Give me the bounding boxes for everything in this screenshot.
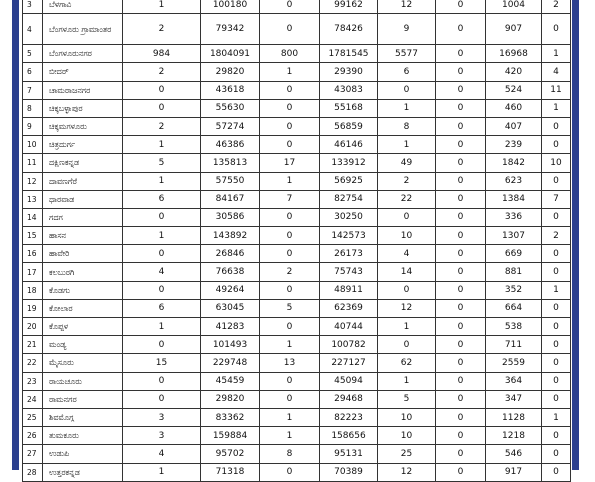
value-cell-c1: 0 bbox=[123, 99, 201, 117]
value-cell-c8: 0 bbox=[542, 245, 571, 263]
value-cell-c6: 0 bbox=[436, 354, 486, 372]
value-cell-c2: 57274 bbox=[201, 117, 260, 135]
serial-number-cell: 18 bbox=[23, 281, 43, 299]
value-cell-c4: 227127 bbox=[320, 354, 378, 372]
value-cell-c6: 0 bbox=[436, 154, 486, 172]
value-cell-c6: 0 bbox=[436, 281, 486, 299]
value-cell-c3: 0 bbox=[260, 117, 320, 135]
value-cell-c5: 9 bbox=[378, 14, 436, 45]
value-cell-c8: 0 bbox=[542, 463, 571, 481]
value-cell-c6: 0 bbox=[436, 0, 486, 14]
value-cell-c8: 1 bbox=[542, 408, 571, 426]
value-cell-c2: 84167 bbox=[201, 190, 260, 208]
value-cell-c3: 5 bbox=[260, 299, 320, 317]
value-cell-c1: 1 bbox=[123, 318, 201, 336]
value-cell-c2: 95702 bbox=[201, 445, 260, 463]
value-cell-c4: 158656 bbox=[320, 427, 378, 445]
value-cell-c3: 0 bbox=[260, 463, 320, 481]
value-cell-c2: 43618 bbox=[201, 81, 260, 99]
value-cell-c6: 0 bbox=[436, 63, 486, 81]
value-cell-c7: 420 bbox=[486, 63, 542, 81]
value-cell-c3: 0 bbox=[260, 318, 320, 336]
table-row bbox=[23, 154, 571, 172]
value-cell-c5: 10 bbox=[378, 227, 436, 245]
value-cell-c8: 0 bbox=[542, 263, 571, 281]
value-cell-c5: 0 bbox=[378, 336, 436, 354]
district-name-cell: ಶಿವಮೊಗ್ಗ bbox=[43, 408, 123, 426]
value-cell-c2: 57550 bbox=[201, 172, 260, 190]
value-cell-c4: 56925 bbox=[320, 172, 378, 190]
value-cell-c6: 0 bbox=[436, 427, 486, 445]
value-cell-c4: 48911 bbox=[320, 281, 378, 299]
district-name-cell: ಕಲಬುರಗಿ bbox=[43, 263, 123, 281]
value-cell-c7: 336 bbox=[486, 208, 542, 226]
value-cell-c5: 10 bbox=[378, 408, 436, 426]
serial-number-cell: 26 bbox=[23, 427, 43, 445]
value-cell-c7: 623 bbox=[486, 172, 542, 190]
district-name-cell: ಧಾರವಾಡ bbox=[43, 190, 123, 208]
table-row bbox=[23, 81, 571, 99]
value-cell-c1: 2 bbox=[123, 63, 201, 81]
serial-number-cell: 19 bbox=[23, 299, 43, 317]
district-name-cell: ಬೆಂಗಳೂರುನಗರ bbox=[43, 45, 123, 63]
value-cell-c4: 30250 bbox=[320, 208, 378, 226]
value-cell-c7: 664 bbox=[486, 299, 542, 317]
table-row bbox=[23, 463, 571, 481]
value-cell-c3: 0 bbox=[260, 372, 320, 390]
value-cell-c7: 907 bbox=[486, 14, 542, 45]
value-cell-c7: 1128 bbox=[486, 408, 542, 426]
value-cell-c2: 45459 bbox=[201, 372, 260, 390]
value-cell-c2: 100180 bbox=[201, 0, 260, 14]
value-cell-c4: 95131 bbox=[320, 445, 378, 463]
value-cell-c7: 1842 bbox=[486, 154, 542, 172]
table-row bbox=[23, 172, 571, 190]
district-name-cell: ಬೀದರ್ bbox=[43, 63, 123, 81]
value-cell-c7: 524 bbox=[486, 81, 542, 99]
district-name-cell: ಮೈಸೂರು bbox=[43, 354, 123, 372]
value-cell-c8: 0 bbox=[542, 354, 571, 372]
value-cell-c5: 10 bbox=[378, 427, 436, 445]
value-cell-c5: 22 bbox=[378, 190, 436, 208]
table-row bbox=[23, 427, 571, 445]
value-cell-c6: 0 bbox=[436, 299, 486, 317]
value-cell-c4: 26173 bbox=[320, 245, 378, 263]
table-body bbox=[23, 0, 571, 481]
value-cell-c2: 135813 bbox=[201, 154, 260, 172]
value-cell-c3: 8 bbox=[260, 445, 320, 463]
value-cell-c7: 881 bbox=[486, 263, 542, 281]
table-row bbox=[23, 245, 571, 263]
page-border-left bbox=[12, 0, 19, 470]
value-cell-c8: 4 bbox=[542, 63, 571, 81]
value-cell-c4: 29390 bbox=[320, 63, 378, 81]
serial-number-cell: 15 bbox=[23, 227, 43, 245]
value-cell-c4: 82754 bbox=[320, 190, 378, 208]
serial-number-cell: 4 bbox=[23, 14, 43, 45]
value-cell-c3: 7 bbox=[260, 190, 320, 208]
serial-number-cell: 6 bbox=[23, 63, 43, 81]
value-cell-c1: 3 bbox=[123, 408, 201, 426]
value-cell-c2: 29820 bbox=[201, 390, 260, 408]
table-row bbox=[23, 372, 571, 390]
value-cell-c8: 0 bbox=[542, 390, 571, 408]
value-cell-c8: 0 bbox=[542, 299, 571, 317]
value-cell-c3: 800 bbox=[260, 45, 320, 63]
value-cell-c6: 0 bbox=[436, 81, 486, 99]
serial-number-cell: 27 bbox=[23, 445, 43, 463]
serial-number-cell: 13 bbox=[23, 190, 43, 208]
table-row bbox=[23, 318, 571, 336]
serial-number-cell: 17 bbox=[23, 263, 43, 281]
value-cell-c6: 0 bbox=[436, 372, 486, 390]
value-cell-c1: 984 bbox=[123, 45, 201, 63]
serial-number-cell: 12 bbox=[23, 172, 43, 190]
value-cell-c5: 2 bbox=[378, 172, 436, 190]
value-cell-c2: 49264 bbox=[201, 281, 260, 299]
value-cell-c5: 8 bbox=[378, 117, 436, 135]
value-cell-c6: 0 bbox=[436, 336, 486, 354]
district-name-cell: ದಕ್ಷಿಣಕನ್ನಡ bbox=[43, 154, 123, 172]
serial-number-cell: 21 bbox=[23, 336, 43, 354]
value-cell-c2: 83362 bbox=[201, 408, 260, 426]
district-name-cell: ಹಾವೇರಿ bbox=[43, 245, 123, 263]
serial-number-cell: 5 bbox=[23, 45, 43, 63]
serial-number-cell: 10 bbox=[23, 136, 43, 154]
district-name-cell: ಗದಗ bbox=[43, 208, 123, 226]
value-cell-c1: 0 bbox=[123, 390, 201, 408]
value-cell-c4: 45094 bbox=[320, 372, 378, 390]
value-cell-c6: 0 bbox=[436, 117, 486, 135]
value-cell-c1: 3 bbox=[123, 427, 201, 445]
value-cell-c8: 0 bbox=[542, 445, 571, 463]
value-cell-c4: 62369 bbox=[320, 299, 378, 317]
value-cell-c8: 0 bbox=[542, 318, 571, 336]
value-cell-c2: 63045 bbox=[201, 299, 260, 317]
value-cell-c5: 5577 bbox=[378, 45, 436, 63]
district-name-cell: ದಾವಣಗೆರೆ bbox=[43, 172, 123, 190]
value-cell-c4: 70389 bbox=[320, 463, 378, 481]
value-cell-c7: 460 bbox=[486, 99, 542, 117]
value-cell-c5: 12 bbox=[378, 0, 436, 14]
value-cell-c5: 1 bbox=[378, 136, 436, 154]
serial-number-cell: 7 bbox=[23, 81, 43, 99]
value-cell-c3: 0 bbox=[260, 208, 320, 226]
value-cell-c3: 0 bbox=[260, 245, 320, 263]
district-name-cell: ಕೊಪ್ಪಳ bbox=[43, 318, 123, 336]
serial-number-cell: 23 bbox=[23, 372, 43, 390]
value-cell-c8: 0 bbox=[542, 336, 571, 354]
value-cell-c6: 0 bbox=[436, 99, 486, 117]
value-cell-c3: 0 bbox=[260, 281, 320, 299]
value-cell-c5: 14 bbox=[378, 263, 436, 281]
table-row bbox=[23, 281, 571, 299]
serial-number-cell: 28 bbox=[23, 463, 43, 481]
value-cell-c6: 0 bbox=[436, 190, 486, 208]
serial-number-cell: 8 bbox=[23, 99, 43, 117]
value-cell-c4: 100782 bbox=[320, 336, 378, 354]
value-cell-c1: 0 bbox=[123, 208, 201, 226]
value-cell-c5: 49 bbox=[378, 154, 436, 172]
value-cell-c6: 0 bbox=[436, 14, 486, 45]
district-name-cell: ಚಿಕ್ಕಬಳ್ಳಾಪುರ bbox=[43, 99, 123, 117]
value-cell-c1: 1 bbox=[123, 463, 201, 481]
value-cell-c4: 55168 bbox=[320, 99, 378, 117]
district-name-cell: ಮಂಡ್ಯ bbox=[43, 336, 123, 354]
value-cell-c8: 0 bbox=[542, 427, 571, 445]
value-cell-c1: 4 bbox=[123, 445, 201, 463]
value-cell-c4: 75743 bbox=[320, 263, 378, 281]
value-cell-c2: 55630 bbox=[201, 99, 260, 117]
value-cell-c7: 538 bbox=[486, 318, 542, 336]
value-cell-c7: 2559 bbox=[486, 354, 542, 372]
district-name-cell: ಚಾಮರಾಜನಗರ bbox=[43, 81, 123, 99]
value-cell-c7: 669 bbox=[486, 245, 542, 263]
value-cell-c6: 0 bbox=[436, 172, 486, 190]
district-name-cell: ಹಾಸನ bbox=[43, 227, 123, 245]
value-cell-c7: 1218 bbox=[486, 427, 542, 445]
value-cell-c3: 1 bbox=[260, 172, 320, 190]
value-cell-c5: 25 bbox=[378, 445, 436, 463]
table-row bbox=[23, 117, 571, 135]
value-cell-c8: 0 bbox=[542, 208, 571, 226]
value-cell-c2: 46386 bbox=[201, 136, 260, 154]
value-cell-c5: 6 bbox=[378, 63, 436, 81]
value-cell-c1: 0 bbox=[123, 81, 201, 99]
value-cell-c6: 0 bbox=[436, 263, 486, 281]
table-row bbox=[23, 99, 571, 117]
serial-number-cell: 25 bbox=[23, 408, 43, 426]
table-row bbox=[23, 299, 571, 317]
value-cell-c6: 0 bbox=[436, 45, 486, 63]
table-row bbox=[23, 45, 571, 63]
value-cell-c3: 0 bbox=[260, 390, 320, 408]
district-name-cell: ತುಮಕೂರು bbox=[43, 427, 123, 445]
value-cell-c3: 2 bbox=[260, 263, 320, 281]
table-row bbox=[23, 445, 571, 463]
value-cell-c8: 11 bbox=[542, 81, 571, 99]
value-cell-c3: 1 bbox=[260, 336, 320, 354]
value-cell-c3: 1 bbox=[260, 427, 320, 445]
value-cell-c6: 0 bbox=[436, 390, 486, 408]
table-row bbox=[23, 14, 571, 45]
value-cell-c4: 1781545 bbox=[320, 45, 378, 63]
value-cell-c7: 347 bbox=[486, 390, 542, 408]
value-cell-c6: 0 bbox=[436, 208, 486, 226]
table-row bbox=[23, 0, 571, 14]
value-cell-c2: 101493 bbox=[201, 336, 260, 354]
value-cell-c3: 0 bbox=[260, 227, 320, 245]
serial-number-cell: 3 bbox=[23, 0, 43, 14]
value-cell-c1: 4 bbox=[123, 263, 201, 281]
value-cell-c6: 0 bbox=[436, 136, 486, 154]
value-cell-c8: 0 bbox=[542, 117, 571, 135]
value-cell-c1: 1 bbox=[123, 227, 201, 245]
value-cell-c3: 1 bbox=[260, 63, 320, 81]
value-cell-c1: 2 bbox=[123, 117, 201, 135]
value-cell-c7: 239 bbox=[486, 136, 542, 154]
value-cell-c1: 0 bbox=[123, 336, 201, 354]
value-cell-c4: 78426 bbox=[320, 14, 378, 45]
value-cell-c5: 12 bbox=[378, 463, 436, 481]
value-cell-c8: 1 bbox=[542, 45, 571, 63]
value-cell-c4: 43083 bbox=[320, 81, 378, 99]
value-cell-c5: 1 bbox=[378, 99, 436, 117]
value-cell-c7: 1384 bbox=[486, 190, 542, 208]
value-cell-c3: 13 bbox=[260, 354, 320, 372]
serial-number-cell: 20 bbox=[23, 318, 43, 336]
value-cell-c7: 546 bbox=[486, 445, 542, 463]
value-cell-c1: 0 bbox=[123, 372, 201, 390]
table-row bbox=[23, 63, 571, 81]
table-row bbox=[23, 227, 571, 245]
value-cell-c7: 917 bbox=[486, 463, 542, 481]
district-name-cell: ರಾಯಚೂರು bbox=[43, 372, 123, 390]
value-cell-c8: 7 bbox=[542, 190, 571, 208]
table-row bbox=[23, 190, 571, 208]
value-cell-c4: 82223 bbox=[320, 408, 378, 426]
value-cell-c8: 0 bbox=[542, 372, 571, 390]
value-cell-c1: 2 bbox=[123, 14, 201, 45]
value-cell-c6: 0 bbox=[436, 445, 486, 463]
serial-number-cell: 22 bbox=[23, 354, 43, 372]
value-cell-c3: 17 bbox=[260, 154, 320, 172]
value-cell-c4: 29468 bbox=[320, 390, 378, 408]
page-border-right bbox=[572, 0, 579, 470]
district-name-cell: ಉತ್ತರಕನ್ನಡ bbox=[43, 463, 123, 481]
value-cell-c2: 29820 bbox=[201, 63, 260, 81]
district-name-cell: ಬೆಂಗಳೂರು ಗ್ರಾಮಾಂತರ bbox=[43, 14, 123, 45]
value-cell-c6: 0 bbox=[436, 245, 486, 263]
table-row bbox=[23, 390, 571, 408]
value-cell-c7: 352 bbox=[486, 281, 542, 299]
value-cell-c8: 2 bbox=[542, 227, 571, 245]
value-cell-c7: 1004 bbox=[486, 0, 542, 14]
value-cell-c4: 99162 bbox=[320, 0, 378, 14]
table-row bbox=[23, 408, 571, 426]
district-name-cell: ಉಡುಪಿ bbox=[43, 445, 123, 463]
value-cell-c8: 1 bbox=[542, 281, 571, 299]
value-cell-c5: 62 bbox=[378, 354, 436, 372]
value-cell-c1: 5 bbox=[123, 154, 201, 172]
value-cell-c2: 1804091 bbox=[201, 45, 260, 63]
value-cell-c1: 0 bbox=[123, 281, 201, 299]
serial-number-cell: 9 bbox=[23, 117, 43, 135]
value-cell-c2: 159884 bbox=[201, 427, 260, 445]
value-cell-c3: 1 bbox=[260, 408, 320, 426]
value-cell-c3: 0 bbox=[260, 99, 320, 117]
value-cell-c8: 10 bbox=[542, 154, 571, 172]
table-row bbox=[23, 136, 571, 154]
value-cell-c3: 0 bbox=[260, 81, 320, 99]
value-cell-c5: 5 bbox=[378, 390, 436, 408]
table-row bbox=[23, 263, 571, 281]
value-cell-c6: 0 bbox=[436, 227, 486, 245]
value-cell-c6: 0 bbox=[436, 318, 486, 336]
district-data-table bbox=[22, 0, 571, 482]
value-cell-c4: 46146 bbox=[320, 136, 378, 154]
value-cell-c2: 229748 bbox=[201, 354, 260, 372]
value-cell-c8: 0 bbox=[542, 172, 571, 190]
value-cell-c8: 0 bbox=[542, 136, 571, 154]
value-cell-c5: 0 bbox=[378, 281, 436, 299]
value-cell-c5: 1 bbox=[378, 372, 436, 390]
value-cell-c2: 143892 bbox=[201, 227, 260, 245]
value-cell-c1: 0 bbox=[123, 245, 201, 263]
district-name-cell: ಚಿಕ್ಕಮಗಳೂರು bbox=[43, 117, 123, 135]
value-cell-c3: 0 bbox=[260, 136, 320, 154]
value-cell-c2: 30586 bbox=[201, 208, 260, 226]
value-cell-c7: 364 bbox=[486, 372, 542, 390]
value-cell-c4: 142573 bbox=[320, 227, 378, 245]
value-cell-c5: 1 bbox=[378, 318, 436, 336]
value-cell-c7: 711 bbox=[486, 336, 542, 354]
table-row bbox=[23, 336, 571, 354]
value-cell-c1: 6 bbox=[123, 190, 201, 208]
value-cell-c2: 41283 bbox=[201, 318, 260, 336]
value-cell-c8: 1 bbox=[542, 99, 571, 117]
district-name-cell: ರಾಮನಗರ bbox=[43, 390, 123, 408]
value-cell-c8: 0 bbox=[542, 14, 571, 45]
value-cell-c7: 1307 bbox=[486, 227, 542, 245]
serial-number-cell: 14 bbox=[23, 208, 43, 226]
value-cell-c1: 1 bbox=[123, 136, 201, 154]
district-name-cell: ಚಿತ್ರದುರ್ಗ bbox=[43, 136, 123, 154]
value-cell-c3: 0 bbox=[260, 0, 320, 14]
serial-number-cell: 11 bbox=[23, 154, 43, 172]
value-cell-c6: 0 bbox=[436, 408, 486, 426]
value-cell-c6: 0 bbox=[436, 463, 486, 481]
value-cell-c2: 26846 bbox=[201, 245, 260, 263]
value-cell-c1: 6 bbox=[123, 299, 201, 317]
value-cell-c5: 4 bbox=[378, 245, 436, 263]
value-cell-c5: 0 bbox=[378, 81, 436, 99]
table-row bbox=[23, 208, 571, 226]
district-name-cell: ಕೋಲಾರ bbox=[43, 299, 123, 317]
value-cell-c5: 12 bbox=[378, 299, 436, 317]
value-cell-c7: 407 bbox=[486, 117, 542, 135]
value-cell-c4: 133912 bbox=[320, 154, 378, 172]
district-name-cell: ಬೆಳಗಾವಿ bbox=[43, 0, 123, 14]
value-cell-c4: 56859 bbox=[320, 117, 378, 135]
serial-number-cell: 24 bbox=[23, 390, 43, 408]
value-cell-c2: 76638 bbox=[201, 263, 260, 281]
value-cell-c2: 79342 bbox=[201, 14, 260, 45]
value-cell-c1: 15 bbox=[123, 354, 201, 372]
value-cell-c2: 71318 bbox=[201, 463, 260, 481]
value-cell-c7: 16968 bbox=[486, 45, 542, 63]
value-cell-c4: 40744 bbox=[320, 318, 378, 336]
value-cell-c1: 1 bbox=[123, 172, 201, 190]
serial-number-cell: 16 bbox=[23, 245, 43, 263]
district-name-cell: ಕೊಡಗು bbox=[43, 281, 123, 299]
value-cell-c1: 1 bbox=[123, 0, 201, 14]
value-cell-c3: 0 bbox=[260, 14, 320, 45]
value-cell-c8: 2 bbox=[542, 0, 571, 14]
value-cell-c5: 0 bbox=[378, 208, 436, 226]
table-row bbox=[23, 354, 571, 372]
